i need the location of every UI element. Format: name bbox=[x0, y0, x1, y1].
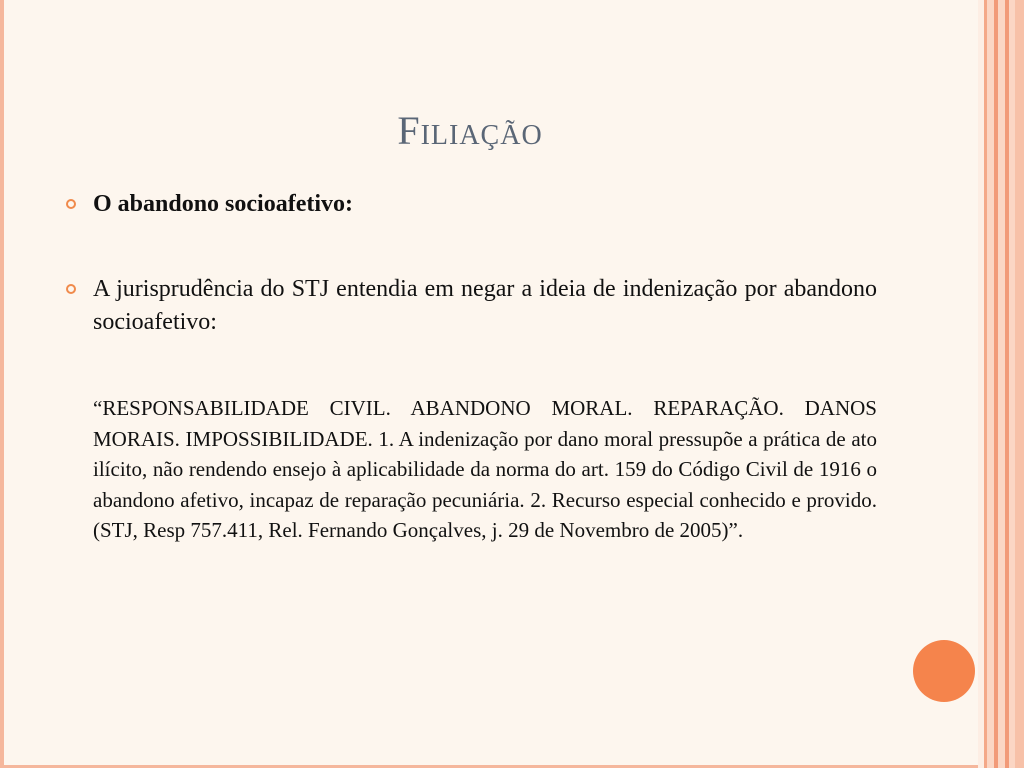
bullet-text-1: O abandono socioafetivo: bbox=[93, 191, 354, 217]
ring-bullet-icon bbox=[66, 284, 76, 294]
bullet-item-2 bbox=[93, 273, 877, 339]
slide-title: Filiação bbox=[397, 108, 543, 153]
bullet-item-1 bbox=[93, 188, 877, 221]
decorative-stripes bbox=[978, 0, 1024, 768]
decorative-circle bbox=[913, 640, 975, 702]
bullet-text-2: A jurisprudência do STJ entendia em negar a ideia de indenização por abandono socioafetivo: bbox=[93, 276, 877, 335]
legal-quote: “RESPONSABILIDADE CIVIL. ABANDONO MORAL. REPARAÇÃO. DANOS MORAIS. IMPOSSIBILIDADE. 1. A indenização por dano moral pressupõe a prática de ato ilícito, não rendendo ensejo à aplicabilidade da norma do art. 159 do Código Civil de 1916 o abandono afetivo, incapaz de reparação pecuniária. 2. Recurso especial conhecido e provido. (STJ, Resp 757.411, Rel. Fernando Gonçalves, j. 29 de Novembro de 2005)”. bbox=[93, 396, 877, 542]
ring-bullet-icon bbox=[66, 199, 76, 209]
